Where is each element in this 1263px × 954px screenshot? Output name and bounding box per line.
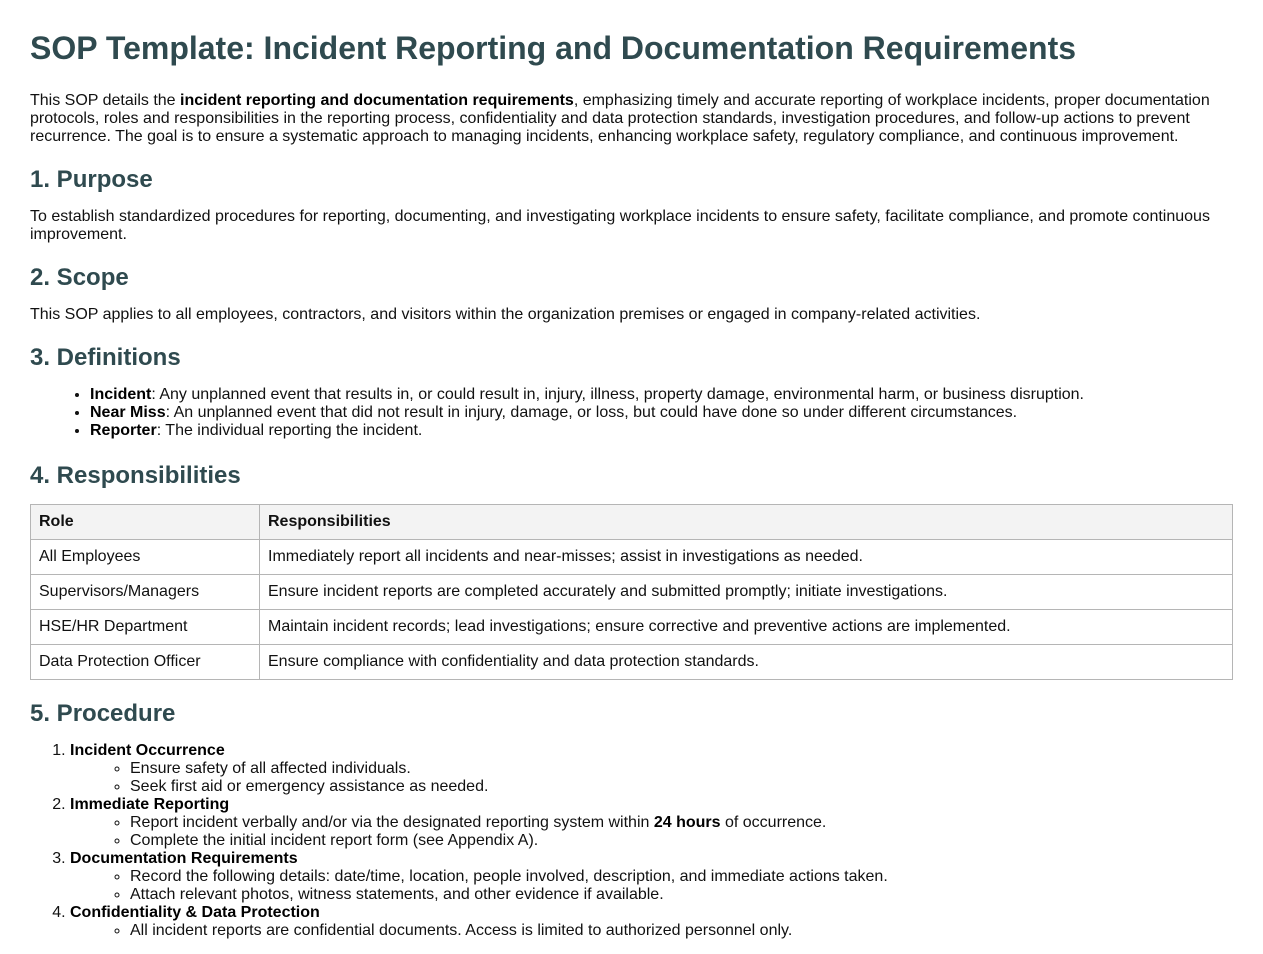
- table-row: [31, 540, 1233, 575]
- substep-item: [130, 778, 1233, 796]
- purpose-text: To establish standardized procedures for reporting, documenting, and investigating workplace incidents to ensure safety, facilitate compliance, and promote continuous improvement.: [30, 208, 1210, 243]
- intro-text-bold: incident reporting and documentation requirements: [180, 92, 574, 109]
- definition-item: [90, 386, 1233, 404]
- intro-text-before: This SOP details the: [30, 92, 180, 109]
- substep-item: [130, 760, 1233, 778]
- role-cell: All Employees: [31, 540, 260, 575]
- procedure-step: [70, 742, 1233, 796]
- definition-text: : The individual reporting the incident.: [156, 422, 423, 439]
- purpose-heading: 1. Purpose: [30, 166, 153, 193]
- role-cell: Supervisors/Managers: [31, 575, 260, 610]
- definition-item: [90, 422, 1233, 440]
- responsibilities-heading: 4. Responsibilities: [30, 462, 241, 489]
- section-definitions: [30, 344, 1233, 440]
- substep-emphasis: 24 hours: [653, 814, 721, 831]
- section-responsibilities: [30, 462, 1233, 680]
- substep-item: [130, 814, 1233, 832]
- step-substeps: [70, 868, 1233, 904]
- role-cell: HSE/HR Department: [31, 610, 260, 645]
- responsibility-cell: Maintain incident records; lead investigations; ensure corrective and preventive actions are implemented.: [260, 610, 1233, 645]
- substep-text: Attach relevant photos, witness statements, and other evidence if available.: [130, 886, 664, 903]
- responsibilities-table: [30, 504, 1233, 680]
- substep-text: Ensure safety of all affected individuals.: [130, 760, 411, 777]
- procedure-step: [70, 796, 1233, 850]
- step-title: Immediate Reporting: [70, 796, 230, 813]
- intro-text-after: , emphasizing timely and accurate reporting of workplace incidents, proper documentation protocols, roles and responsibilities in the reporting process, confidentiality and data protection standards, investigation procedures, and follow-up actions to prevent recurrence. The goal is to ensure a systematic approach to managing incidents, enhancing workplace safety, regulatory compliance, and continuous improvement.: [30, 92, 1210, 145]
- step-title: Incident Occurrence: [70, 742, 225, 759]
- substep-item: [130, 886, 1233, 904]
- scope-heading: 2. Scope: [30, 264, 129, 291]
- responsibility-cell: Immediately report all incidents and near-misses; assist in investigations as needed.: [260, 540, 1233, 575]
- step-title: Documentation Requirements: [70, 850, 298, 867]
- definition-term: Incident: [90, 386, 152, 403]
- column-header-role: Role: [31, 505, 260, 540]
- substep-item: [130, 832, 1233, 850]
- scope-text: This SOP applies to all employees, contractors, and visitors within the organization premises or engaged in company-related activities.: [30, 306, 981, 323]
- step-substeps: [70, 814, 1233, 850]
- responsibility-cell: Ensure incident reports are completed accurately and submitted promptly; initiate investigations.: [260, 575, 1233, 610]
- procedure-step: [70, 850, 1233, 904]
- definition-item: [90, 404, 1233, 422]
- procedure-heading: 5. Procedure: [30, 700, 176, 727]
- section-scope: [30, 264, 1233, 324]
- step-substeps: [70, 922, 1233, 940]
- definitions-heading: 3. Definitions: [30, 344, 181, 371]
- role-cell: Data Protection Officer: [31, 645, 260, 680]
- substep-text: Record the following details: date/time, location, people involved, description, and immediate actions taken.: [130, 868, 888, 885]
- section-purpose: [30, 166, 1233, 244]
- step-title: Confidentiality & Data Protection: [70, 904, 320, 921]
- responsibility-cell: Ensure compliance with confidentiality and data protection standards.: [260, 645, 1233, 680]
- substep-text: Report incident verbally and/or via the designated reporting system within: [130, 814, 654, 831]
- definition-term: Near Miss: [90, 404, 166, 421]
- substep-text: of occurrence.: [720, 814, 827, 831]
- substep-item: [130, 922, 1233, 940]
- definition-text: : Any unplanned event that results in, or could result in, injury, illness, property damage, environmental harm, or business disruption.: [151, 386, 1084, 403]
- definition-text: : An unplanned event that did not result in injury, damage, or loss, but could have done so under different circumstances.: [165, 404, 1018, 421]
- substep-text: Seek first aid or emergency assistance as needed.: [130, 778, 489, 795]
- table-row: [31, 575, 1233, 610]
- procedure-steps-list: [30, 742, 1233, 940]
- intro-paragraph: [30, 92, 1233, 146]
- substep-text: All incident reports are confidential documents. Access is limited to authorized personnel only.: [130, 922, 793, 939]
- section-procedure: [30, 700, 1233, 940]
- substep-item: [130, 868, 1233, 886]
- table-row: [31, 610, 1233, 645]
- definitions-list: [30, 386, 1233, 440]
- table-row: [31, 645, 1233, 680]
- step-substeps: [70, 760, 1233, 796]
- definition-term: Reporter: [90, 422, 157, 439]
- page-title: SOP Template: Incident Reporting and Documentation Requirements: [30, 30, 1077, 66]
- substep-text: Complete the initial incident report form (see Appendix A).: [130, 832, 539, 849]
- table-header-row: [31, 505, 1233, 540]
- column-header-responsibilities: Responsibilities: [260, 505, 1233, 540]
- procedure-step: [70, 904, 1233, 940]
